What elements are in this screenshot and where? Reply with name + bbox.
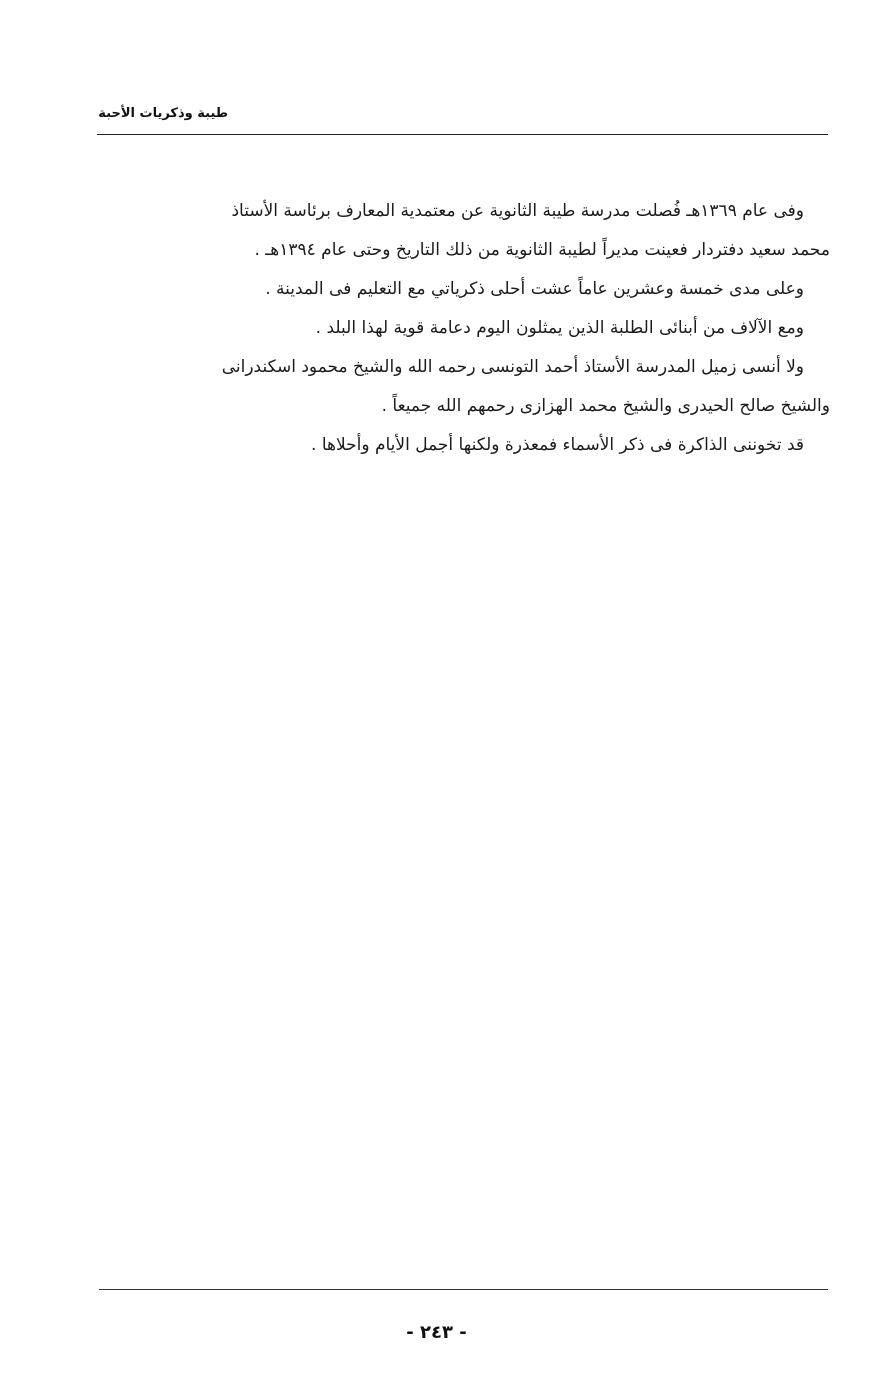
text-line: والشيخ صالح الحيدرى والشيخ محمد الهزازى رحمهم الله جميعاً . xyxy=(381,396,830,416)
text-line: ومع الآلاف من أبنائى الطلبة الذين يمثلون اليوم دعامة قوية لهذا البلد . xyxy=(315,318,804,338)
text-line: وعلى مدى خمسة وعشرين عاماً عشت أحلى ذكرياتي مع التعليم فى المدينة . xyxy=(265,279,804,299)
footer-divider xyxy=(99,1289,828,1290)
text-line: قد تخوننى الذاكرة فى ذكر الأسماء فمعذرة ولكنها أجمل الأيام وأحلاها . xyxy=(311,435,804,455)
body-text xyxy=(85,192,830,465)
header-divider xyxy=(97,134,828,135)
text-line: محمد سعيد دفتردار فعينت مديراً لطيبة الثانوية من ذلك التاريخ وحتى عام ١٣٩٤هـ . xyxy=(254,240,830,260)
running-header-title: طيبة وذكريات الأحبة xyxy=(98,106,228,121)
text-line: وفى عام ١٣٦٩هـ فُصلت مدرسة طيبة الثانوية عن معتمدية المعارف برئاسة الأستاذ xyxy=(231,201,804,221)
text-line: ولا أنسى زميل المدرسة الأستاذ أحمد التونسى رحمه الله والشيخ محمود اسكندرانى xyxy=(221,357,804,377)
page-number: - ٢٤٣ - xyxy=(406,1322,467,1343)
